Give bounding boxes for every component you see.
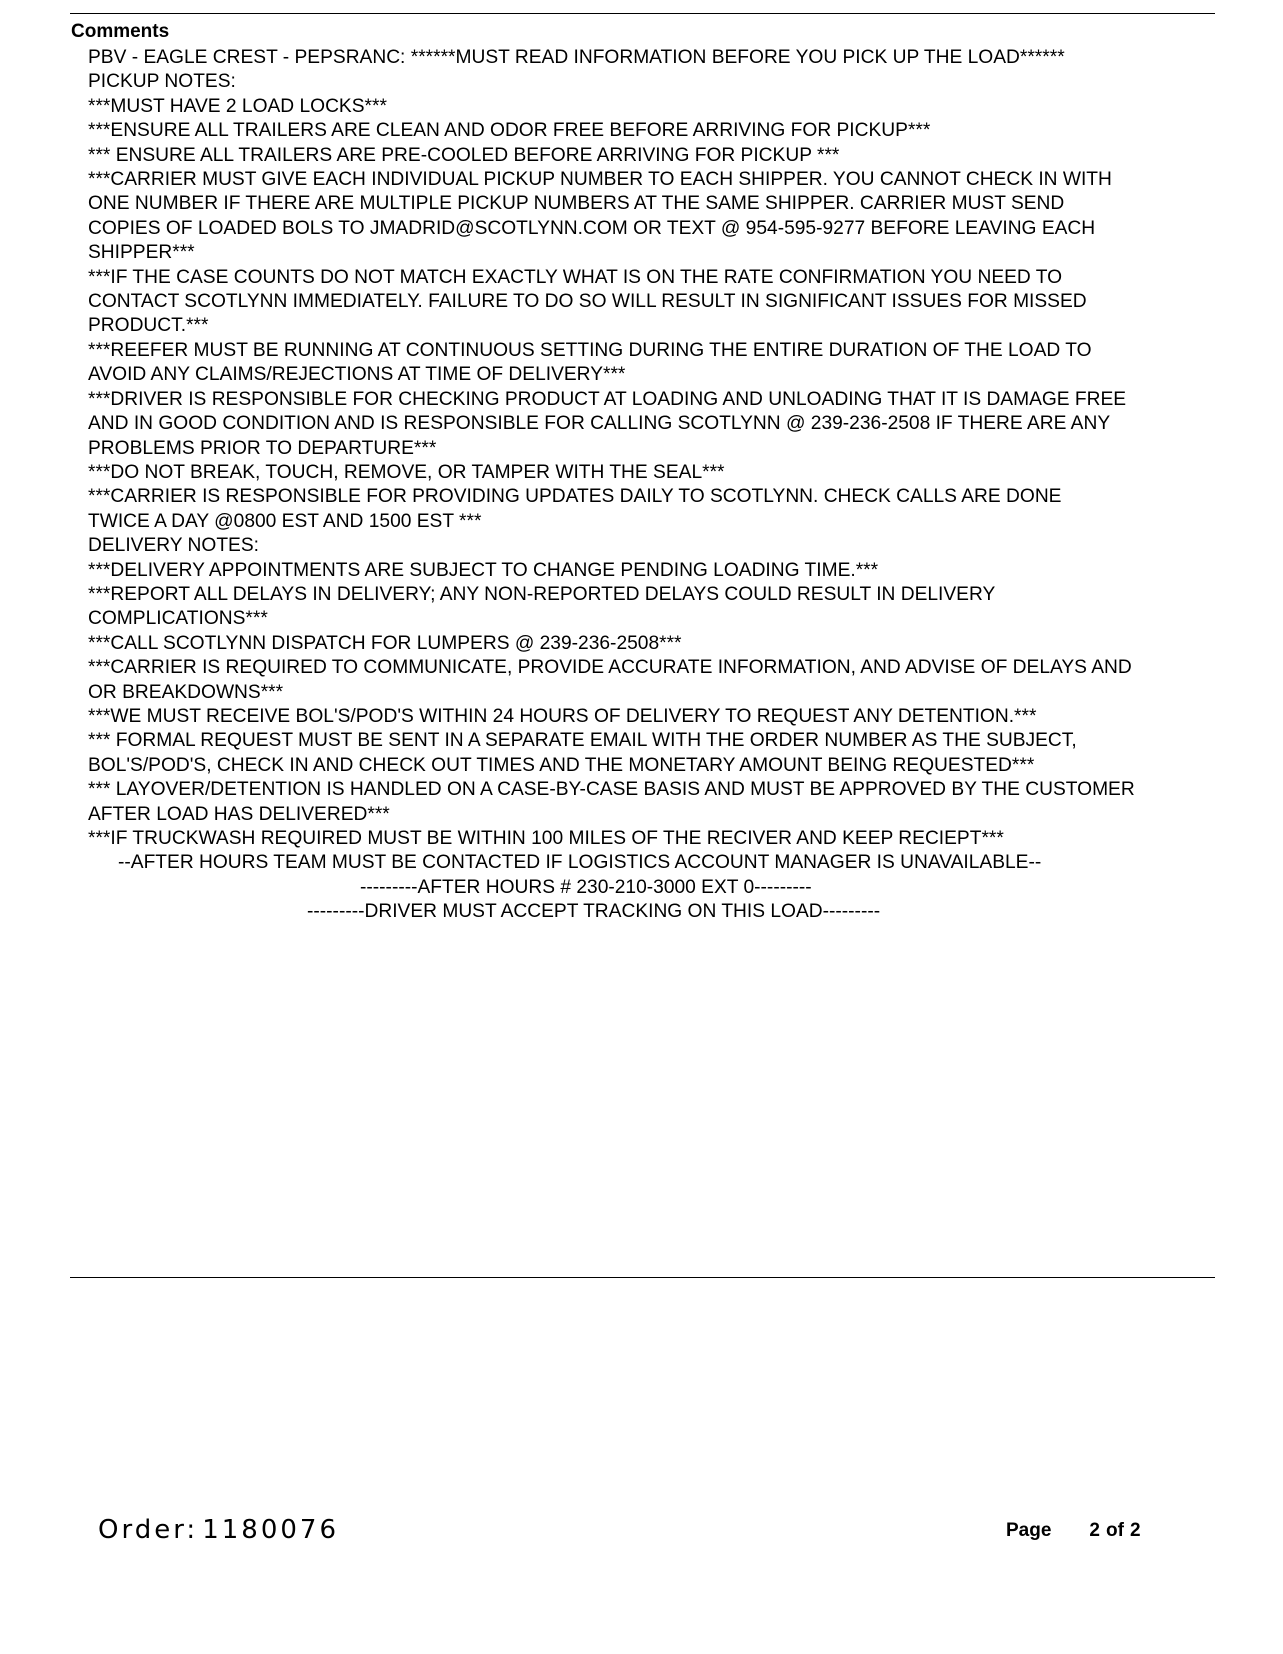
comment-line: ***DRIVER IS RESPONSIBLE FOR CHECKING PRODUCT AT LOADING AND UNLOADING THAT IT IS DAMAGE FREE [88,388,1127,410]
comment-line: ***CALL SCOTLYNN DISPATCH FOR LUMPERS @ 239-236-2508*** [88,632,682,654]
comment-line: BOL'S/POD'S, CHECK IN AND CHECK OUT TIMES AND THE MONETARY AMOUNT BEING REQUESTED*** [88,754,1035,776]
after-hours-number: ---------AFTER HOURS # 230-210-3000 EXT 0--------- [360,876,812,898]
tracking-note: ---------DRIVER MUST ACCEPT TRACKING ON THIS LOAD--------- [307,901,881,923]
page-label: Page [1006,1520,1052,1541]
section-title: Comments [71,21,170,42]
comment-line: AVOID ANY CLAIMS/REJECTIONS AT TIME OF DELIVERY*** [88,364,626,386]
comment-line: ***DO NOT BREAK, TOUCH, REMOVE, OR TAMPER WITH THE SEAL*** [88,461,725,483]
page-indicator [1006,1518,1141,1544]
comment-line: COMPLICATIONS*** [88,608,268,630]
order-label: Order: [98,1515,199,1545]
comment-line: ***REEFER MUST BE RUNNING AT CONTINUOUS SETTING DURING THE ENTIRE DURATION OF THE LOAD TO [88,339,1092,361]
comment-line: CONTACT SCOTLYNN IMMEDIATELY. FAILURE TO DO SO WILL RESULT IN SIGNIFICANT ISSUES FOR MISSED [88,291,1087,313]
page-of: of [1106,1520,1124,1541]
comment-line: ***CARRIER MUST GIVE EACH INDIVIDUAL PICKUP NUMBER TO EACH SHIPPER. YOU CANNOT CHECK IN WITH [88,169,1112,191]
page-current: 2 [1089,1520,1100,1541]
top-divider [70,13,1215,14]
comment-line: PROBLEMS PRIOR TO DEPARTURE*** [88,437,437,459]
comment-line: AND IN GOOD CONDITION AND IS RESPONSIBLE FOR CALLING SCOTLYNN @ 239-236-2508 IF THERE ARE ANY [88,413,1111,435]
comment-line: ***MUST HAVE 2 LOAD LOCKS*** [88,95,387,117]
comment-line: *** LAYOVER/DETENTION IS HANDLED ON A CASE-BY-CASE BASIS AND MUST BE APPROVED BY THE CUSTOMER [88,779,1135,801]
comment-line: SHIPPER*** [88,242,195,264]
comment-line: *** ENSURE ALL TRAILERS ARE PRE-COOLED BEFORE ARRIVING FOR PICKUP *** [88,144,840,166]
comment-line: ***REPORT ALL DELAYS IN DELIVERY; ANY NON-REPORTED DELAYS COULD RESULT IN DELIVERY [88,583,996,605]
comment-line: ***WE MUST RECEIVE BOL'S/POD'S WITHIN 24 HOURS OF DELIVERY TO REQUEST ANY DETENTION.*** [88,705,1037,727]
comment-line: ONE NUMBER IF THERE ARE MULTIPLE PICKUP NUMBERS AT THE SAME SHIPPER. CARRIER MUST SEND [88,193,1065,215]
comment-line: ***DELIVERY APPOINTMENTS ARE SUBJECT TO CHANGE PENDING LOADING TIME.*** [88,559,879,581]
comment-line: COPIES OF LOADED BOLS TO JMADRID@SCOTLYNN.COM OR TEXT @ 954-595-9277 BEFORE LEAVING EACH [88,217,1096,239]
comment-line: OR BREAKDOWNS*** [88,681,284,703]
comment-line: ***ENSURE ALL TRAILERS ARE CLEAN AND ODOR FREE BEFORE ARRIVING FOR PICKUP*** [88,120,931,142]
order-number: 1180076 [202,1515,339,1545]
comment-line: TWICE A DAY @0800 EST AND 1500 EST *** [88,510,482,532]
page-total: 2 [1129,1520,1141,1541]
bottom-divider [70,1277,1215,1278]
comment-line: AFTER LOAD HAS DELIVERED*** [88,803,390,825]
comment-line: ***CARRIER IS REQUIRED TO COMMUNICATE, PROVIDE ACCURATE INFORMATION, AND ADVISE OF DELAYS AND [88,657,1132,679]
comment-line: ***CARRIER IS RESPONSIBLE FOR PROVIDING UPDATES DAILY TO SCOTLYNN. CHECK CALLS ARE DONE [88,486,1062,508]
comments-body [88,46,1238,925]
comment-line: ***IF TRUCKWASH REQUIRED MUST BE WITHIN 100 MILES OF THE RECIVER AND KEEP RECIEPT*** [88,828,1004,849]
order-number-footer [98,1513,339,1547]
comment-line: PBV - EAGLE CREST - PEPSRANC: ******MUST READ INFORMATION BEFORE YOU PICK UP THE LOAD****** [88,47,1065,68]
comment-line: PICKUP NOTES: [88,71,236,93]
comment-line: PRODUCT.*** [88,315,209,337]
comment-line: *** FORMAL REQUEST MUST BE SENT IN A SEPARATE EMAIL WITH THE ORDER NUMBER AS THE SUBJECT, [88,730,1077,752]
comment-line: ***IF THE CASE COUNTS DO NOT MATCH EXACTLY WHAT IS ON THE RATE CONFIRMATION YOU NEED TO [88,266,1063,288]
comment-line: DELIVERY NOTES: [88,535,259,557]
after-hours-note: --AFTER HOURS TEAM MUST BE CONTACTED IF LOGISTICS ACCOUNT MANAGER IS UNAVAILABLE-- [118,852,1042,874]
